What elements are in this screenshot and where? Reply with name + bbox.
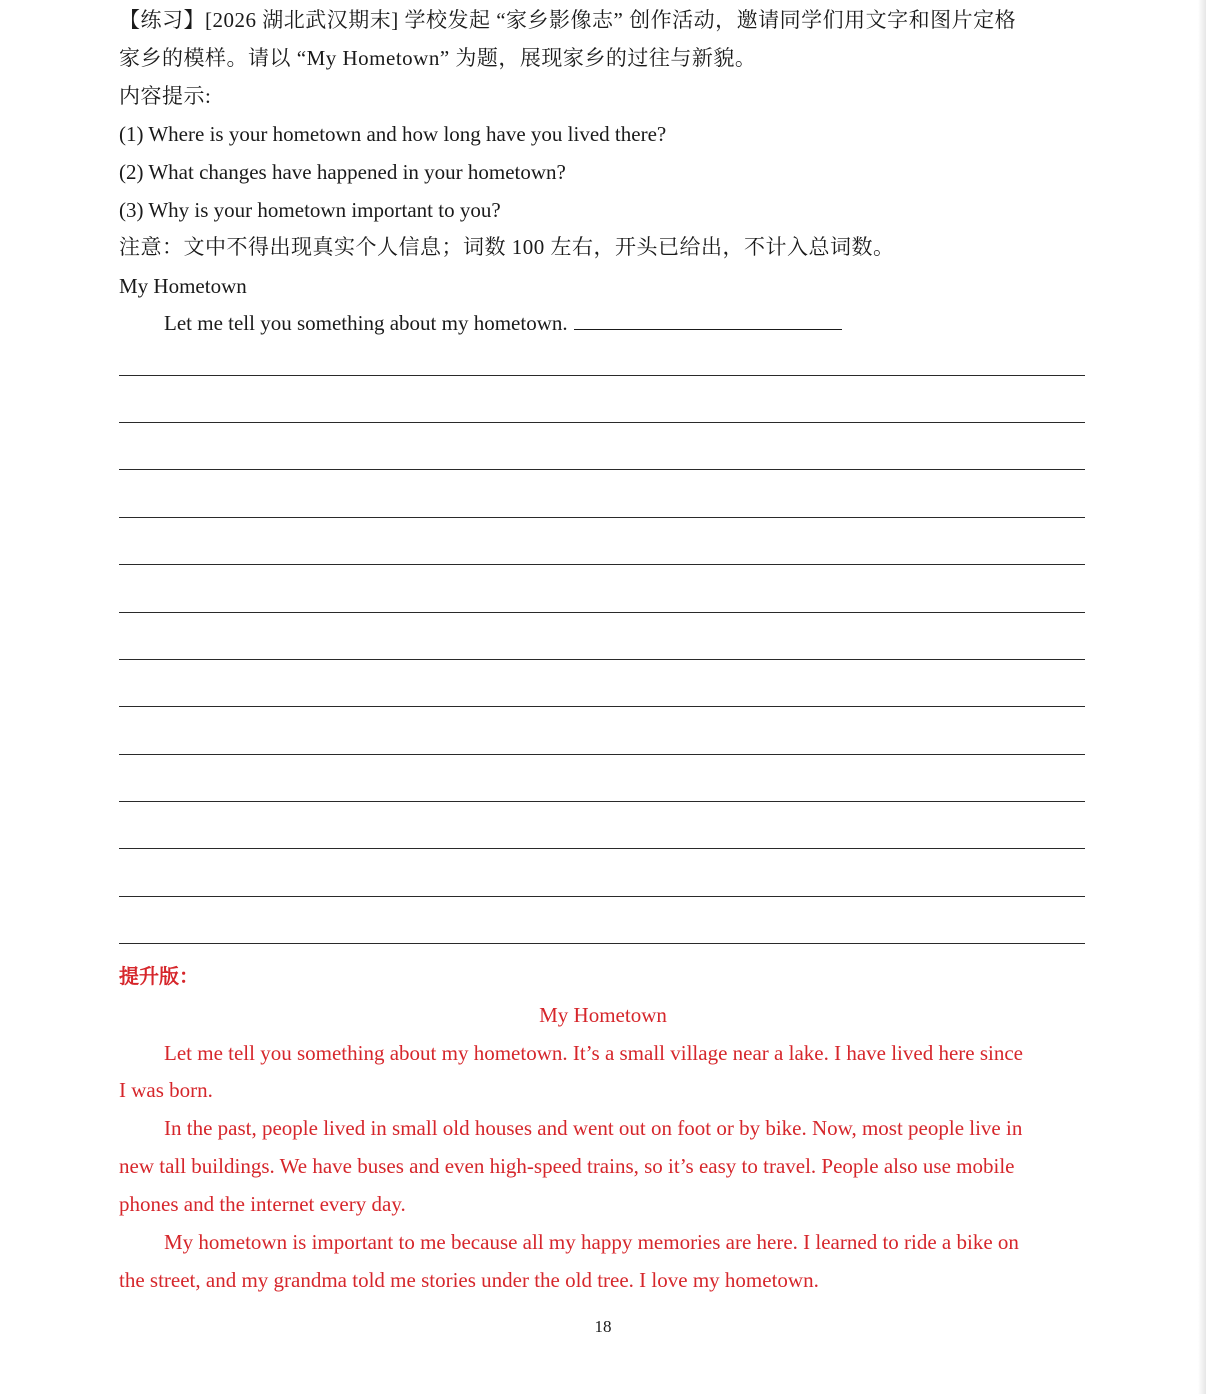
sample-paragraph-1-line-2: I was born. <box>119 1078 213 1102</box>
sample-title: My Hometown <box>539 1003 667 1027</box>
essay-opening-row <box>164 310 842 336</box>
sample-paragraph-3-line-2: the street, and my grandma told me stories under the old tree. I love my hometown. <box>119 1268 819 1292</box>
page-number: 18 <box>594 1317 612 1336</box>
page-edge-shadow <box>1198 0 1206 1394</box>
sample-paragraph-1-line-1: Let me tell you something about my hometown. It’s a small village near a lake. I have lived here since <box>164 1041 1023 1065</box>
hint-item-3: (3) Why is your hometown important to you? <box>119 198 501 222</box>
sample-paragraph-2-line-2: new tall buildings. We have buses and even high-speed trains, so it’s easy to travel. People also use mobile <box>119 1154 1015 1178</box>
hints-heading: 内容提示: <box>119 84 212 108</box>
writing-note: 注意：文中不得出现真实个人信息；词数 100 左右，开头已给出，不计入总词数。 <box>119 235 895 259</box>
task-instruction-line-2: 家乡的模样。请以 “My Hometown” 为题，展现家乡的过往与新貌。 <box>119 46 757 70</box>
answer-line[interactable] <box>119 801 1085 802</box>
answer-line[interactable] <box>119 469 1085 470</box>
hint-item-2: (2) What changes have happened in your hometown? <box>119 160 566 184</box>
answer-line[interactable] <box>119 706 1085 707</box>
hint-item-1: (1) Where is your hometown and how long have you lived there? <box>119 122 667 146</box>
answer-line[interactable] <box>119 943 1085 944</box>
sample-paragraph-2-line-3: phones and the internet every day. <box>119 1192 406 1216</box>
answer-line[interactable] <box>119 375 1085 376</box>
answer-line[interactable] <box>119 754 1085 755</box>
sample-paragraph-3-line-1: My hometown is important to me because all my happy memories are here. I learned to ride a bike on <box>164 1230 1019 1254</box>
essay-title: My Hometown <box>119 274 247 298</box>
answer-blank-inline[interactable] <box>574 311 842 330</box>
task-instruction-line-1: 【练习】[2026 湖北武汉期末] 学校发起 “家乡影像志” 创作活动，邀请同学们用文字和图片定格 <box>119 8 1017 32</box>
answer-line[interactable] <box>119 612 1085 613</box>
answer-line[interactable] <box>119 896 1085 897</box>
answer-line[interactable] <box>119 564 1085 565</box>
sample-paragraph-2-line-1: In the past, people lived in small old houses and went out on foot or by bike. Now, most people live in <box>164 1116 1023 1140</box>
essay-opening-sentence: Let me tell you something about my hometown. <box>164 311 568 335</box>
answer-line[interactable] <box>119 517 1085 518</box>
sample-label: 提升版： <box>119 964 199 988</box>
answer-line[interactable] <box>119 422 1085 423</box>
answer-line[interactable] <box>119 848 1085 849</box>
answer-line[interactable] <box>119 659 1085 660</box>
